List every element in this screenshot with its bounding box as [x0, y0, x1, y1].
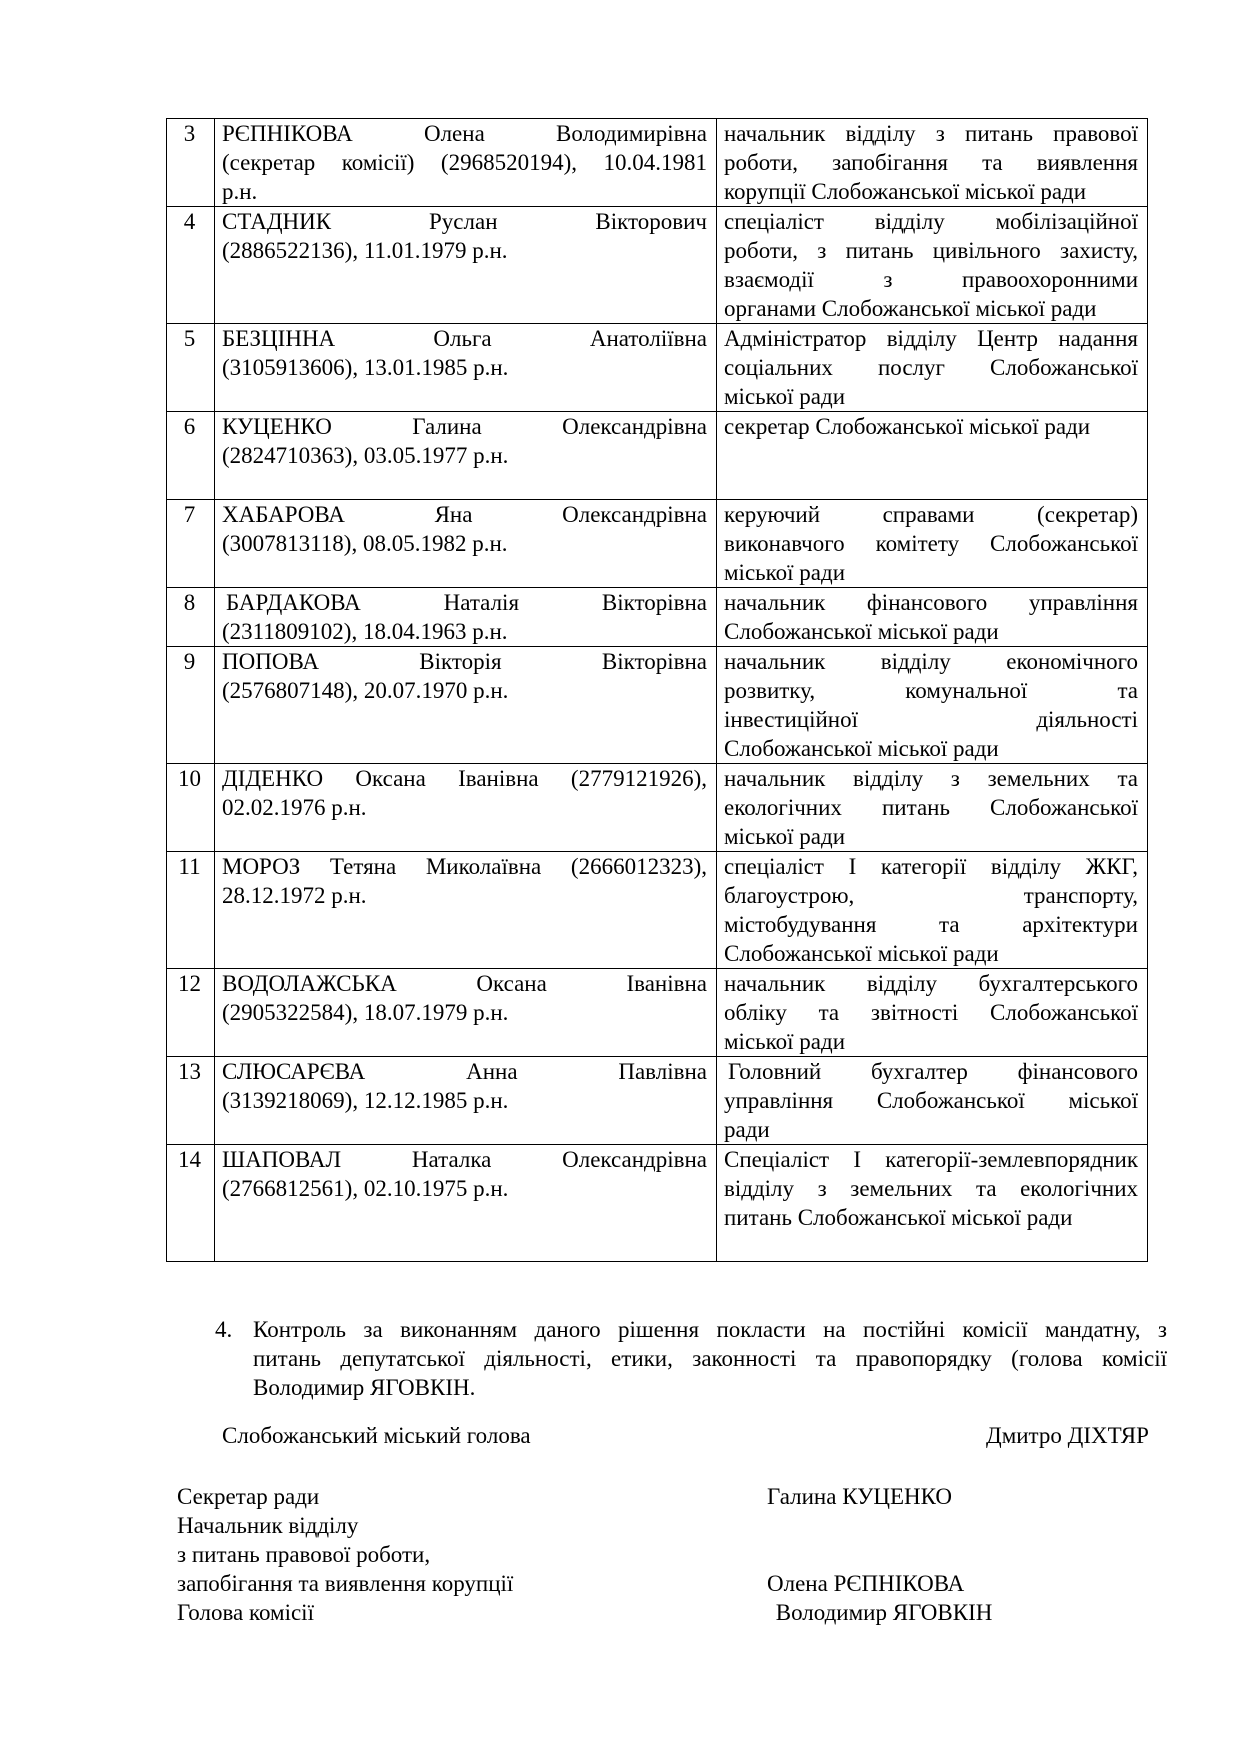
row-number: 9 — [167, 647, 215, 764]
member-name-line: (3007813118), 08.05.1982 р.н. — [222, 531, 508, 556]
commission-head-name: Володимир ЯГОВКІН — [770, 1600, 993, 1625]
department-head-name: Олена РЄПНІКОВА — [767, 1571, 965, 1596]
member-position — [717, 647, 1148, 764]
member-name-line: 02.02.1976 р.н. — [222, 795, 367, 820]
member-position — [717, 852, 1148, 969]
row-number: 8 — [167, 588, 215, 647]
department-head-title-line: Начальник відділу — [177, 1513, 359, 1538]
row-number: 7 — [167, 500, 215, 588]
member-name — [215, 1145, 717, 1262]
member-name — [215, 324, 717, 412]
table-row — [167, 1145, 1148, 1262]
table-row — [167, 207, 1148, 324]
member-position — [717, 207, 1148, 324]
member-position — [717, 1145, 1148, 1262]
member-position — [717, 500, 1148, 588]
member-position-line: розвитку, комунальної та — [724, 678, 1138, 703]
row-number: 6 — [167, 412, 215, 500]
member-name-line: (2905322584), 18.07.1979 р.н. — [222, 1000, 509, 1025]
row-number: 5 — [167, 324, 215, 412]
table-row — [167, 647, 1148, 764]
member-position-line: міської ради — [724, 384, 846, 409]
row-number: 13 — [167, 1057, 215, 1145]
table-row — [167, 500, 1148, 588]
member-position-line: корупції Слобожанської міської ради — [724, 179, 1087, 204]
member-name-line: (2576807148), 20.07.1970 р.н. — [222, 678, 509, 703]
member-name-line: ВОДОЛАЖСЬКА Оксана Іванівна — [222, 971, 707, 996]
member-position-line: містобудування та архітектури — [724, 912, 1138, 937]
member-name — [215, 1057, 717, 1145]
member-name — [215, 500, 717, 588]
member-position-line: спеціаліст І категорії відділу ЖКГ, — [724, 854, 1138, 879]
member-name-line: ДІДЕНКО Оксана Іванівна (2779121926), — [222, 766, 707, 791]
member-name-line: (2886522136), 11.01.1979 р.н. — [222, 238, 508, 263]
member-name — [215, 647, 717, 764]
member-name — [215, 412, 717, 500]
row-number: 10 — [167, 764, 215, 852]
row-number: 12 — [167, 969, 215, 1057]
mayor-title: Слобожанський міський голова — [222, 1423, 531, 1448]
table-row — [167, 412, 1148, 500]
member-position-line: Слобожанської міської ради — [724, 619, 999, 644]
clause-text — [253, 1315, 1167, 1402]
member-name-line: ПОПОВА Вікторія Вікторівна — [222, 649, 707, 674]
commission-members-table — [166, 118, 1148, 1262]
member-position — [717, 588, 1148, 647]
member-position-line: Головний бухгалтер фінансового — [728, 1059, 1138, 1084]
table-row — [167, 764, 1148, 852]
member-name — [215, 119, 717, 207]
member-position — [717, 764, 1148, 852]
member-name-line: (3139218069), 12.12.1985 р.н. — [222, 1088, 509, 1113]
row-number: 3 — [167, 119, 215, 207]
member-name-line: (2766812561), 02.10.1975 р.н. — [222, 1176, 509, 1201]
member-name-line: СЛЮСАРЄВА Анна Павлівна — [222, 1059, 707, 1084]
member-name-line: СТАДНИК Руслан Вікторович — [222, 209, 707, 234]
member-position-line: Слобожанської міської ради — [724, 736, 999, 761]
table-body — [167, 119, 1148, 1262]
member-name-line: (секретар комісії) (2968520194), 10.04.1981 — [222, 150, 707, 175]
member-position-line: ради — [724, 1117, 770, 1142]
table-row — [167, 1057, 1148, 1145]
member-name — [215, 969, 717, 1057]
table-row — [167, 969, 1148, 1057]
member-position-line: керуючий справами (секретар) — [724, 502, 1138, 527]
clause-line: Контроль за виконанням даного рішення покласти на постійні комісії мандатну, з — [253, 1317, 1167, 1342]
member-name — [215, 852, 717, 969]
commission-head-title: Голова комісії — [177, 1600, 314, 1625]
member-position-line: обліку та звітності Слобожанської — [724, 1000, 1138, 1025]
member-position — [717, 119, 1148, 207]
member-name-line: (3105913606), 13.01.1985 р.н. — [222, 355, 509, 380]
member-position — [717, 324, 1148, 412]
member-position-line: начальник відділу з земельних та — [724, 766, 1138, 791]
member-name-line: КУЦЕНКО Галина Олександрівна — [222, 414, 707, 439]
member-name-line: БЕЗЦІННА Ольга Анатоліївна — [222, 326, 707, 351]
member-name-line: 28.12.1972 р.н. — [222, 883, 367, 908]
table-row — [167, 588, 1148, 647]
member-position-line: Слобожанської міської ради — [724, 941, 999, 966]
member-position-line: спеціаліст відділу мобілізаційної — [724, 209, 1138, 234]
department-head-title-line: з питань правової роботи, — [177, 1542, 431, 1567]
secretary-title: Секретар ради — [177, 1484, 320, 1509]
member-name-line: р.н. — [222, 179, 258, 204]
member-position-line: питань Слобожанської міської ради — [724, 1205, 1073, 1230]
member-name-line: ХАБАРОВА Яна Олександрівна — [222, 502, 707, 527]
clause-line: Володимир ЯГОВКІН. — [253, 1375, 476, 1400]
member-position-line: Спеціаліст І категорії-землевпорядник — [724, 1147, 1138, 1172]
member-name-line: МОРОЗ Тетяна Миколаївна (2666012323), — [222, 854, 707, 879]
member-position-line: відділу з земельних та екологічних — [724, 1176, 1138, 1201]
secretary-name: Галина КУЦЕНКО — [767, 1484, 952, 1509]
member-position-line: соціальних послуг Слобожанської — [724, 355, 1138, 380]
member-position-line: роботи, з питань цивільного захисту, — [724, 238, 1138, 263]
member-position — [717, 969, 1148, 1057]
member-position-line: начальник відділу бухгалтерського — [724, 971, 1138, 996]
member-name-line: (2311809102), 18.04.1963 р.н. — [222, 619, 508, 644]
member-position-line: міської ради — [724, 560, 846, 585]
member-position-line: міської ради — [724, 824, 846, 849]
row-number: 4 — [167, 207, 215, 324]
member-name — [215, 207, 717, 324]
member-position-line: інвестиційної діяльності — [724, 707, 1138, 732]
member-name-line: РЄПНІКОВА Олена Володимирівна — [222, 121, 707, 146]
table-row — [167, 119, 1148, 207]
member-position-line: начальник відділу з питань правової — [724, 121, 1138, 146]
clause-line: питань депутатської діяльності, етики, законності та правопорядку (голова комісії — [253, 1346, 1167, 1371]
member-position-line: начальник фінансового управління — [724, 590, 1138, 615]
table-row — [167, 324, 1148, 412]
member-name-line: ШАПОВАЛ Наталка Олександрівна — [222, 1147, 707, 1172]
member-position — [717, 412, 1148, 500]
member-position-line: роботи, запобігання та виявлення — [724, 150, 1138, 175]
member-position-line: управління Слобожанської міської — [724, 1088, 1138, 1113]
department-head-title-line: запобігання та виявлення корупції — [177, 1571, 514, 1596]
row-number: 11 — [167, 852, 215, 969]
mayor-name: Дмитро ДІХТЯР — [986, 1423, 1149, 1448]
member-position — [717, 1057, 1148, 1145]
clause-number: 4. — [215, 1317, 233, 1342]
member-name — [215, 588, 717, 647]
member-position-line: екологічних питань Слобожанської — [724, 795, 1138, 820]
row-number: 14 — [167, 1145, 215, 1262]
member-position-line: органами Слобожанської міської ради — [724, 296, 1097, 321]
member-name — [215, 764, 717, 852]
table-row — [167, 852, 1148, 969]
member-name-line: БАРДАКОВА Наталія Вікторівна — [226, 590, 707, 615]
member-position-line: секретар Слобожанської міської ради — [724, 414, 1091, 439]
member-position-line: виконавчого комітету Слобожанської — [724, 531, 1138, 556]
member-position-line: Адміністратор відділу Центр надання — [724, 326, 1138, 351]
member-name-line: (2824710363), 03.05.1977 р.н. — [222, 443, 509, 468]
member-position-line: міської ради — [724, 1029, 846, 1054]
member-position-line: благоустрою, транспорту, — [724, 883, 1138, 908]
member-position-line: взаємодії з правоохоронними — [724, 267, 1138, 292]
member-position-line: начальник відділу економічного — [724, 649, 1138, 674]
